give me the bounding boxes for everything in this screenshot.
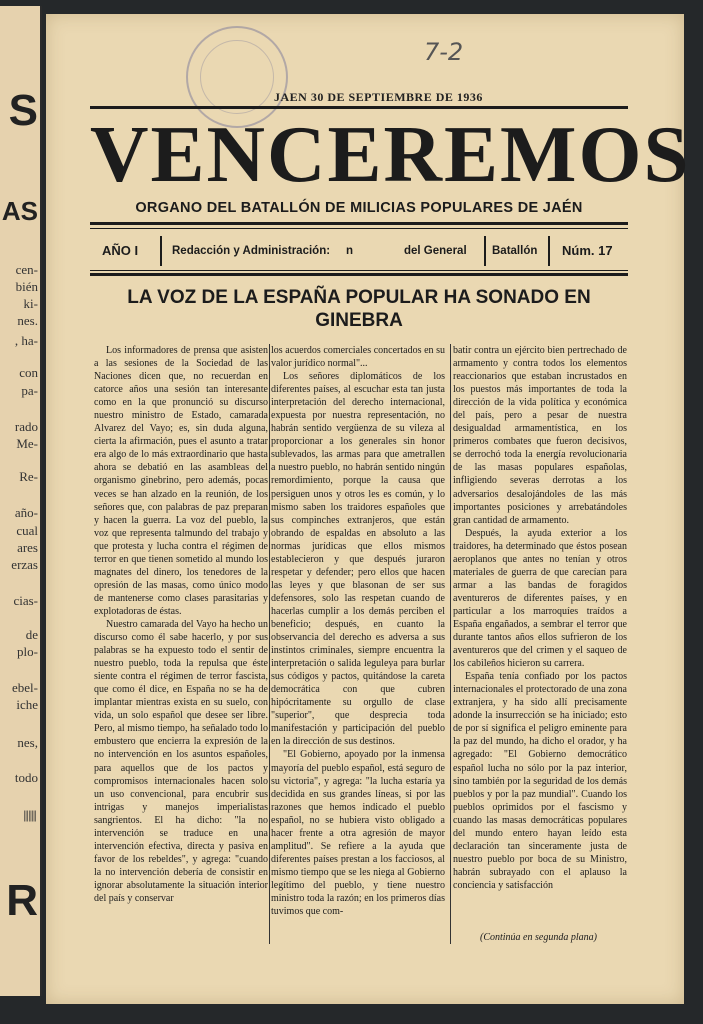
left-fragment: bién (15, 279, 38, 294)
info-bar (90, 234, 628, 268)
barcode-fragment: |||||||| (23, 807, 36, 822)
left-fragment: , ha- (14, 333, 38, 348)
left-fragment: Me- (16, 436, 38, 451)
paragraph: Nuestro camarada del Vayo ha hecho un discurso como él sabe hacerlo, y por sus palabras se ha expuesto todo el sentir de nuestro pueblo, toda la repulsa que éste siente contra el régimen de terror fascista, que como él dice, en España no se ha de implantar mientras exista en su suelo, con vida, un solo español que desee ser libre. Pero, al mismo tiempo, ha señalado todo lo embustero que encierra la expresión de la no intervención en los asuntos españoles, para aquellos que de los pactos y compromisos internacionales hacen solo un uso convencional, para encubrir sus intrigas y manejos imperialistas sangrientos. El ha dicho: "la no intervención se traduce en una intervención efectiva, directa y pasiva en favor de los rebeldes", y agrega: "cuando la no intervención debería de consistir en ignorar absolutamente la situación interior del país y conservar (94, 618, 268, 904)
paragraph: los acuerdos comerciales concertados en su valor jurídico normal"... (271, 345, 445, 370)
paragraph: Los señores diplomáticos de los diferentes países, al escuchar esta tan justa interpretación del derecho internacional, expuesta por nuestra representación, no habrán sentido vergüenza de su vileza al proporcionar a los generales sin honor sublevados, las armas para que ametrallen a nuestro pueblo, no habrán sentido ningún remordimiento, porque la causa que persiguen unos y otros les es común, y lo mismo saben los traidores españoles que sus compinches extranjeros, que están obrando de espaldas en absoluto a las normas jurídicas que ellos mismos establecieron y que después juraron respetar y defender; pero ellos que hacen las leyes y que blasonan de ser sus defensores, solo las respetan cuando de hacerlas cumplir a los demás perciben el beneficio; después, en cuanto la observancia del derecho es adversa a sus instintos criminales, siempre encuentra la interpretación o salida leguleya para burlar sus códigos y pactos, quitándose la careta democrática con que cubren hipócritamente su orgullo de clase "superior", que desprecia toda manifestación y participación del pueblo en la dirección de sus destinos. (271, 371, 445, 748)
address-label: Redacción y Administración: (172, 245, 331, 257)
left-fragment: cual (16, 523, 38, 538)
left-fragment: todo (14, 770, 38, 785)
paragraph: "El Gobierno, apoyado por la inmensa mayoría del pueblo español, está seguro de su victoria", y agrega: "la lucha estaría ya decidida en sus grandes líneas, si por las razones que hemos indicado el pueblo español, no se hubiera visto obligado a hacer frente a otra agresión de mayor amplitud". Se refiere a la ayuda que diferentes países prestan a los facciosos, al mismo tiempo que se les niega al Gobierno legítimo del pueblo, y tiene nuestro ministro toda la razón; en los primeros días tuvimos que com- (271, 749, 445, 918)
left-fragment: S (8, 86, 38, 135)
year-label: AÑO I (102, 243, 139, 258)
left-fragment: pa- (21, 383, 38, 398)
left-fragment: AS (1, 196, 38, 226)
article-headline: LA VOZ DE LA ESPAÑA POPULAR HA SONADO EN GINEBRA (127, 287, 591, 331)
left-fragment: Re- (19, 469, 38, 484)
battalion-label: Batallón (492, 245, 538, 257)
general-label: del General (404, 245, 467, 257)
handwritten-note: 7-2 (424, 38, 464, 66)
column-divider (450, 344, 451, 944)
date-line: JAEN 30 DE SEPTIEMBRE DE 1936 (274, 90, 483, 104)
left-fragment: cen- (15, 262, 38, 277)
continued-note: (Continúa en segunda plana) (480, 932, 597, 943)
masthead-title: VENCEREMOS (90, 109, 691, 199)
subtitle-rule-thin (90, 228, 628, 229)
left-fragment: plo- (17, 644, 38, 659)
left-fragment: cias- (13, 593, 38, 608)
divider (160, 236, 162, 266)
left-fragment: R (6, 876, 38, 925)
infobar-rule (90, 273, 628, 276)
left-fragment: nes. (17, 313, 38, 328)
left-fragment: iche (16, 697, 38, 712)
masthead-subtitle: ORGANO DEL BATALLÓN DE MILICIAS POPULARES DE JAÉN (135, 200, 583, 216)
issue-number: Núm. 17 (562, 243, 613, 258)
left-fragment: ares (17, 540, 38, 555)
newspaper-page (46, 14, 691, 1004)
left-fragment: nes, (17, 735, 38, 750)
subtitle-rule (90, 222, 628, 225)
divider (484, 236, 486, 266)
paragraph: España tenía confiado por los pactos internacionales el protectorado de una zona extranjera, y ha sido allí precisamente adonde la insurrección se ha iniciado; esto de por sí significa el peligro eminente para la paz del mundo, ha dicho el orador, y ha agregado: "El Gobierno democrático español lucha no sólo por la paz interior, sino también por la seguridad de los demás pueblos y por la paz mundial". Cuando los pueblos oprimidos por el fascismo y cuando las masas democráticas populares del mundo entero hayan leído esta declaración tan sinceramente justa de nuestro pueblo por boca de su Ministro, habrán subrayado con el aplauso la conciencia y satisfacción (453, 671, 627, 891)
left-fragment: rado (14, 419, 38, 434)
article-column-1 (94, 344, 268, 905)
article-column-2 (271, 344, 445, 918)
left-fragment: ebel- (12, 680, 38, 695)
left-fragment: ki- (23, 296, 38, 311)
left-fragment: de (25, 627, 38, 642)
infobar-rule-thin (90, 270, 628, 271)
left-fragment: erzas (11, 557, 38, 572)
left-fragment: con (19, 365, 38, 380)
paragraph: batir contra un ejército bien pertrechado de armamento y contra todos los elementos reaccionarios que estaban incrustados en los puestos más importantes de toda la dirección de la vida política y económica del país, pero a pesar de nuestra desigualdad armamentística, en los primeros combates que fueron decisivos, se derrochó toda la energía revolucionaria de las masas populares españolas, infligiendo severas derrotas a los adversarios desalojándoles de las más importantes posiciones y arrebatándoles gran cantidad de armamento. (453, 345, 627, 526)
article-column-3 (453, 344, 627, 892)
left-facing-page (0, 6, 42, 996)
column-divider (269, 344, 270, 944)
address-rest: n (346, 245, 354, 257)
paragraph: Después, la ayuda exterior a los traidores, ha determinado que éstos posean aeroplanos que antes no tenían y otros materiales de guerra de que carecían para armar a las bandas de foragidos aventureros de diferentes países, y en particular a los marroquíes traídos a España engañados, a sembrar el terror que durante tantos años ellos sufrieron de los aventureros que del crimen y el saqueo de los cabileños hicieron su carrera. (453, 527, 627, 670)
divider (548, 236, 550, 266)
left-fragment: año- (14, 505, 38, 520)
paragraph: Los informadores de prensa que asisten a las sesiones de la Sociedad de las Naciones dicen que, no recuerdan en catorce años una sesión tan interesante como en la que pronunció su discurso nuestro ministro de Estado, camarada Alvarez del Vayo; es, sin duda alguna, cierta la afirmación, pues el asunto a tratar era algo de lo más extraordinario que hasta ahora se debatió en las asambleas del organismo ginebrino, pero además, pocas veces se han alzado en la reunión, de los señores que, con palabras de paz preparan y hacen la guerra. La voz del pueblo, la voz que representa talmundo del trabajo y que protesta y lucha contra el régimen de terror en que tienen sometido al mundo los magnates del dinero, los tenedores de la opresión de las masas, como único modo de mantenerse como clases parasitarias y explotadoras de éstas. (94, 345, 268, 617)
